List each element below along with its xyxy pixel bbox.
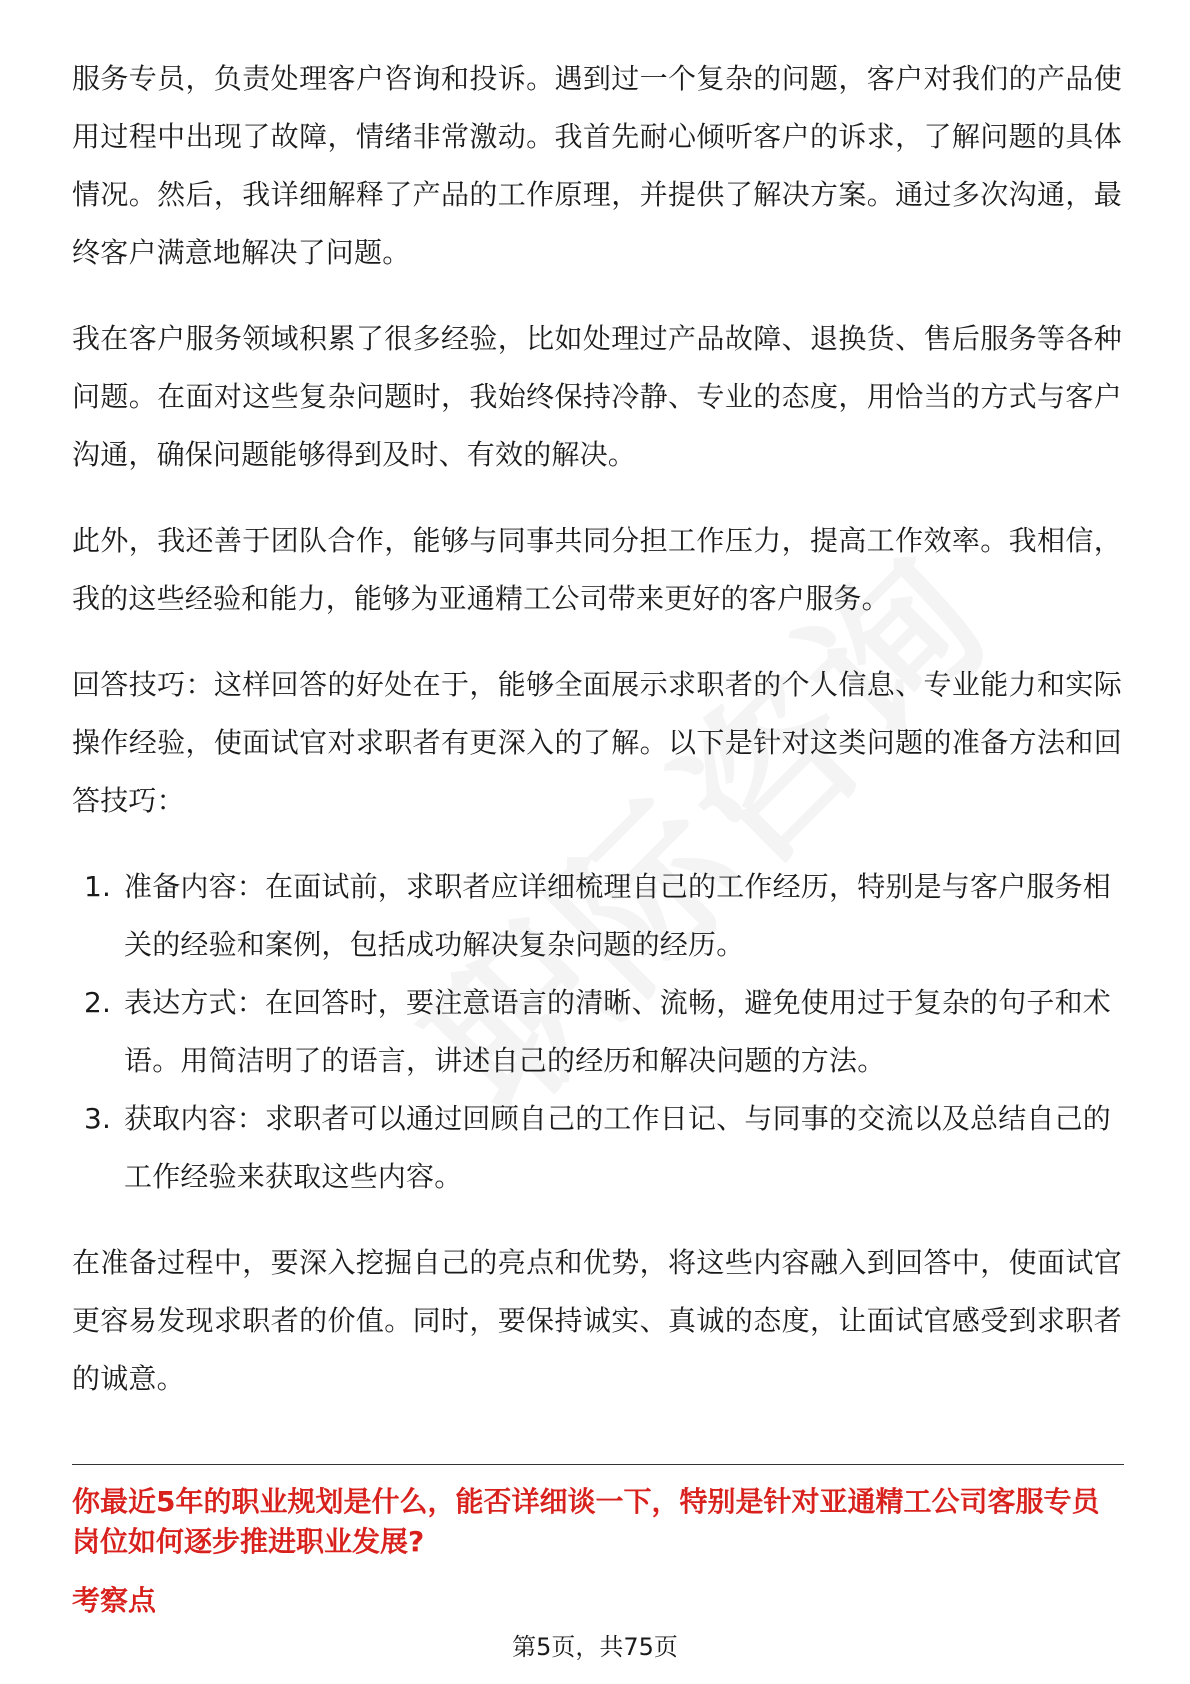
section-divider bbox=[72, 1464, 1124, 1465]
tips-list bbox=[72, 858, 1122, 1206]
paragraph: 服务专员，负责处理客户咨询和投诉。遇到过一个复杂的问题，客户对我们的产品使用过程中出现了故障，情绪非常激动。我首先耐心倾听客户的诉求，了解问题的具体情况。然后，我详细解释了产品的工作原理，并提供了解决方案。通过多次沟通，最终客户满意地解决了问题。 bbox=[72, 62, 1122, 269]
list-number: 3. bbox=[84, 1102, 112, 1135]
paragraph: 回答技巧：这样回答的好处在于，能够全面展示求职者的个人信息、专业能力和实际操作经验，使面试官对求职者有更深入的了解。以下是针对这类问题的准备方法和回答技巧： bbox=[72, 668, 1122, 817]
body-content bbox=[72, 50, 1122, 1436]
list-number: 2. bbox=[84, 986, 112, 1019]
list-item-text: 准备内容：在面试前，求职者应详细梳理自己的工作经历，特别是与客户服务相关的经验和案例，包括成功解决复杂问题的经历。 bbox=[124, 870, 1112, 961]
list-number: 1. bbox=[84, 870, 112, 903]
closing-paragraph: 在准备过程中，要深入挖掘自己的亮点和优势，将这些内容融入到回答中，使面试官更容易发现求职者的价值。同时，要保持诚实、真诚的态度，让面试官感受到求职者的诚意。 bbox=[72, 1246, 1122, 1395]
question-heading: 你最近5年的职业规划是什么，能否详细谈一下，特别是针对亚通精工公司客服专员岗位如何逐步推进职业发展? bbox=[72, 1485, 1100, 1558]
list-item-text: 获取内容：求职者可以通过回顾自己的工作日记、与同事的交流以及总结自己的工作经验来获取这些内容。 bbox=[124, 1102, 1112, 1193]
list-item bbox=[72, 1090, 1122, 1206]
paragraph: 此外，我还善于团队合作，能够与同事共同分担工作压力，提高工作效率。我相信，我的这些经验和能力，能够为亚通精工公司带来更好的客户服务。 bbox=[72, 524, 1122, 615]
list-item-text: 表达方式：在回答时，要注意语言的清晰、流畅，避免使用过于复杂的句子和术语。用简洁明了的语言，讲述自己的经历和解决问题的方法。 bbox=[124, 986, 1112, 1077]
paragraph: 我在客户服务领域积累了很多经验，比如处理过产品故障、退换货、售后服务等各种问题。在面对这些复杂问题时，我始终保持冷静、专业的态度，用恰当的方式与客户沟通，确保问题能够得到及时、有效的解决。 bbox=[72, 322, 1122, 471]
list-item bbox=[72, 858, 1122, 974]
list-item bbox=[72, 974, 1122, 1090]
page-number: 第5页，共75页 bbox=[512, 1633, 678, 1661]
section-label: 考察点 bbox=[72, 1584, 157, 1617]
